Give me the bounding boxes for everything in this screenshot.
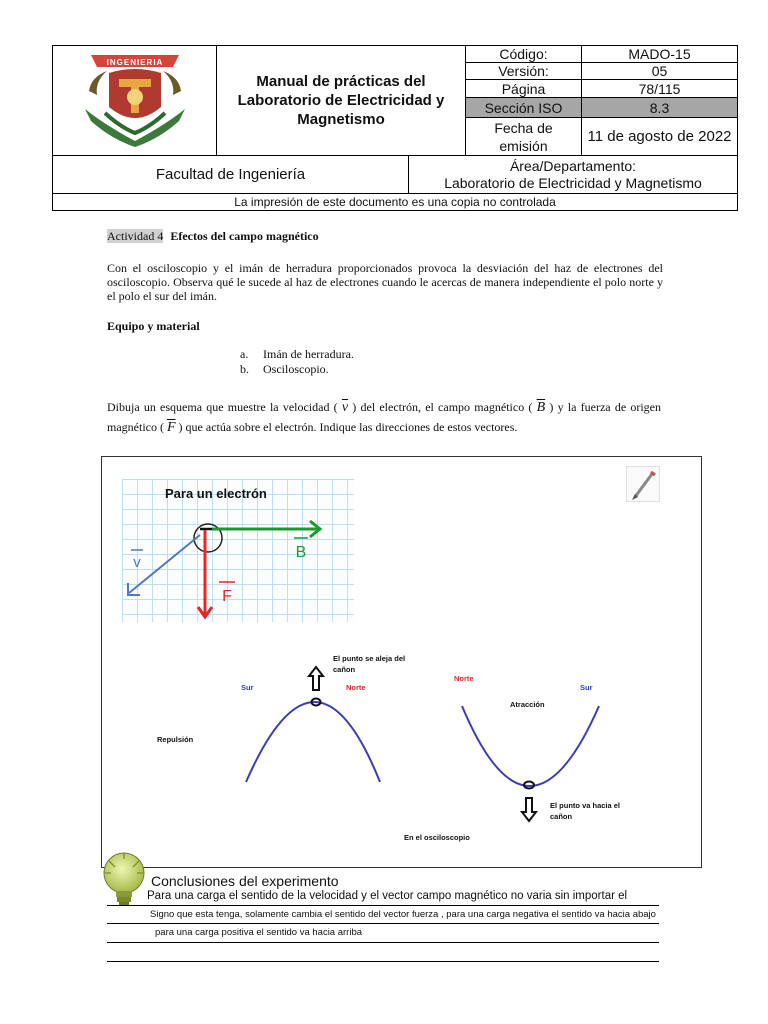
faculty: Facultad de Ingeniería [52, 155, 409, 194]
meta-label-codigo: Código: [465, 45, 582, 63]
answer-rule [107, 942, 659, 943]
list-item: b. Osciloscopio. [240, 362, 329, 376]
activity-paragraph: Con el osciloscopio y el imán de herradura proporcionados provoca la desviación del haz de electrones del osciloscopio. Observa qué le sucede al haz de electrones cuando le acercas de manera independiente el polo norte y el polo el sur del imán. [107, 261, 663, 303]
instruction-line-1: Dibuja un esquema que muestre la velocidad ( $\overline{v}$ ) del electrón, el campo magnético ( $\overline{B}$ ) y la fuerza de origen [107, 400, 661, 415]
meta-label-pagina: Página [465, 79, 582, 98]
up-arrow-icon [309, 667, 323, 690]
attraction-pole-left: Norte [454, 674, 474, 683]
velocity-symbol: $\overline{v}$ [341, 400, 349, 415]
instruction-line-2: magnético ( $\overline{F}$ ) que actúa sobre el electrón. Indique las direcciones de estos vectores. [107, 420, 518, 435]
lightbulb-icon [101, 851, 147, 911]
svg-text:INGENIERIA: INGENIERIA [106, 57, 163, 67]
meta-value-seccion: 8.3 [581, 97, 738, 118]
activity-heading [107, 229, 319, 244]
answer-rule [107, 923, 659, 924]
down-arrow-icon [522, 798, 536, 821]
vector-title: Para un electrón [165, 486, 267, 501]
oscilloscope-caption: En el osciloscopio [404, 833, 470, 842]
answer-rule [107, 905, 659, 906]
force-symbol: $\overline{F}$ [166, 420, 176, 435]
attraction-pole-right: Sur [580, 683, 593, 692]
activity-tag: Actividad 4 [107, 229, 164, 243]
equipment-list [240, 347, 354, 377]
disclaimer: La impresión de este documento es una copia no controlada [52, 193, 738, 211]
meta-label-version: Versión: [465, 62, 582, 80]
manual-title: Manual de prácticas del Laboratorio de Electricidad y Magnetismo [216, 45, 466, 156]
meta-value-version: 05 [581, 62, 738, 80]
meta-value-fecha: 11 de agosto de 2022 [581, 117, 738, 156]
attraction-caption: El punto va hacia el cañon [550, 801, 621, 821]
vector-b-label: B [295, 544, 307, 561]
repulsion-label: Repulsión [157, 735, 194, 744]
repulsion-curve [246, 702, 380, 782]
activity-title: Efectos del campo magnético [170, 229, 319, 243]
conclusions-line-2: Signo que esta tenga, solamente cambia el sentido del vector fuerza , para una carga negativa el sentido va hacia abajo [150, 909, 656, 920]
conclusions-line-1: Para una carga el sentido de la velocidad y el vector campo magnético no varia sin importar el [147, 890, 628, 902]
meta-value-codigo: MADO-15 [581, 45, 738, 63]
attraction-curve [462, 706, 599, 786]
repulsion-pole-right: Norte [346, 683, 366, 692]
area-label: Área/Departamento: [509, 157, 637, 174]
vector-f-label: F [222, 588, 232, 605]
vector-v-label: v [133, 554, 141, 571]
meta-value-pagina: 78/115 [581, 79, 738, 98]
field-symbol: $\overline{B}$ [536, 400, 546, 415]
equipment-heading: Equipo y material [107, 319, 200, 333]
repulsion-caption: El punto se aleja del cañon [333, 654, 406, 674]
attraction-label: Atracción [510, 700, 545, 709]
meta-label-fecha: Fecha de emisión [465, 117, 582, 156]
conclusions-line-3: para una carga positiva el sentido va hacia arriba [155, 927, 363, 938]
conclusions-heading: Conclusiones del experimento [151, 873, 339, 889]
area-value: Laboratorio de Electricidad y Magnetismo [444, 174, 702, 191]
logo-cell [52, 45, 217, 156]
meta-label-seccion: Sección ISO [465, 97, 582, 118]
area-department [408, 155, 738, 194]
repulsion-pole-left: Sur [241, 683, 254, 692]
unam-engineering-logo [75, 51, 195, 151]
list-item: a. Imán de herradura. [240, 347, 354, 361]
answer-rule [107, 961, 659, 962]
